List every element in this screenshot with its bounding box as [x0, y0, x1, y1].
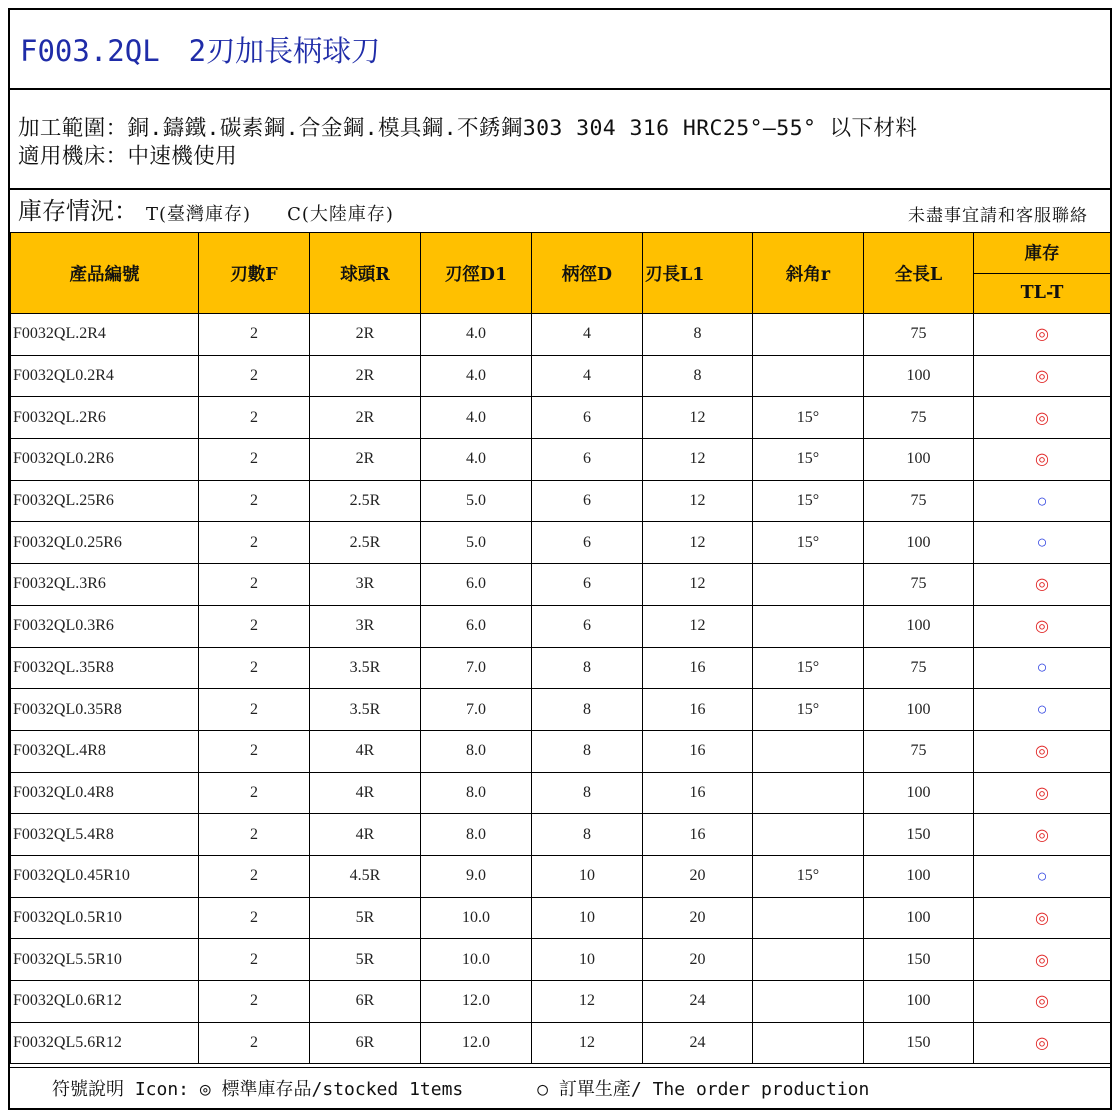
stock-cell: [974, 605, 1111, 647]
overall-length-cell: 100: [864, 772, 974, 814]
taper-angle-cell: [753, 772, 864, 814]
ball-radius-cell: 6R: [310, 981, 421, 1023]
stock-cell: [974, 397, 1111, 439]
title-bar: [10, 10, 1110, 90]
stocked-item-icon: ◎: [1035, 576, 1049, 594]
overall-length-cell: 150: [864, 1022, 974, 1064]
cutting-length-cell: 12: [643, 397, 753, 439]
overall-length-cell: 100: [864, 897, 974, 939]
flutes-cell: 2: [199, 939, 310, 981]
overall-length-cell: 150: [864, 814, 974, 856]
header-taper-angle: 斜角r: [753, 233, 864, 314]
stock-cell: [974, 480, 1111, 522]
overall-length-cell: 75: [864, 480, 974, 522]
shank-diameter-cell: 6: [532, 564, 643, 606]
ball-radius-cell: 3R: [310, 605, 421, 647]
order-production-icon: ○: [1036, 865, 1048, 886]
cutting-length-cell: 20: [643, 939, 753, 981]
ball-radius-cell: 4R: [310, 772, 421, 814]
shank-diameter-cell: 8: [532, 814, 643, 856]
product-sheet: [8, 8, 1112, 1110]
shank-diameter-cell: 8: [532, 647, 643, 689]
cutting-length-cell: 20: [643, 897, 753, 939]
stocked-item-icon: ◎: [1035, 951, 1049, 969]
cutting-diameter-cell: 4.0: [421, 355, 532, 397]
header-ball-radius: 球頭R: [310, 233, 421, 314]
table-row: [11, 1022, 1111, 1064]
cutting-length-cell: 24: [643, 1022, 753, 1064]
shank-diameter-cell: 4: [532, 355, 643, 397]
product-code-cell: F0032QL0.45R10: [11, 855, 199, 897]
overall-length-cell: 100: [864, 855, 974, 897]
cutting-length-cell: 16: [643, 730, 753, 772]
ball-radius-cell: 4R: [310, 814, 421, 856]
table-row: [11, 355, 1111, 397]
stocked-item-icon: ◎: [1035, 784, 1049, 802]
stock-cell: [974, 522, 1111, 564]
stocked-item-icon: ◎: [1035, 326, 1049, 344]
info-block: [10, 90, 1110, 190]
stock-cell: [974, 647, 1111, 689]
processing-range: 加工範圍：銅.鑄鐵.碳素鋼.合金鋼.模具鋼.不銹鋼303 304 316 HRC25°—55° 以下材料: [18, 116, 918, 141]
cutting-diameter-cell: 8.0: [421, 730, 532, 772]
shank-diameter-cell: 6: [532, 605, 643, 647]
order-production-icon: ○: [1036, 699, 1048, 720]
table-row: [11, 439, 1111, 481]
stocked-item-icon: ◎: [1035, 368, 1049, 386]
ball-radius-cell: 5R: [310, 939, 421, 981]
cutting-diameter-cell: 5.0: [421, 480, 532, 522]
overall-length-cell: 100: [864, 689, 974, 731]
shank-diameter-cell: 6: [532, 397, 643, 439]
shank-diameter-cell: 6: [532, 439, 643, 481]
stocked-item-icon: ◎: [1035, 826, 1049, 844]
ball-radius-cell: 3R: [310, 564, 421, 606]
header-cutting-diameter: 刃徑D1: [421, 233, 532, 314]
header-overall-length: 全長L: [864, 233, 974, 314]
shank-diameter-cell: 6: [532, 522, 643, 564]
flutes-cell: 2: [199, 439, 310, 481]
cutting-length-cell: 24: [643, 981, 753, 1023]
cutting-length-cell: 16: [643, 647, 753, 689]
legend-stocked-items: 符號說明 Icon: ◎ 標準庫存品/stocked 1tems: [52, 1079, 464, 1100]
shank-diameter-cell: 8: [532, 730, 643, 772]
taper-angle-cell: [753, 897, 864, 939]
ball-radius-cell: 2R: [310, 439, 421, 481]
taper-angle-cell: 15°: [753, 647, 864, 689]
product-code-cell: F0032QL0.3R6: [11, 605, 199, 647]
overall-length-cell: 100: [864, 981, 974, 1023]
flutes-cell: 2: [199, 480, 310, 522]
ball-radius-cell: 4.5R: [310, 855, 421, 897]
shank-diameter-cell: 12: [532, 1022, 643, 1064]
product-code-cell: F0032QL.4R8: [11, 730, 199, 772]
stocked-item-icon: ◎: [1035, 993, 1049, 1011]
ball-radius-cell: 2R: [310, 314, 421, 356]
ball-radius-cell: 2R: [310, 397, 421, 439]
stock-cell: [974, 355, 1111, 397]
taper-angle-cell: 15°: [753, 522, 864, 564]
header-cutting-length: 刃長L1: [643, 233, 753, 314]
table-row: [11, 522, 1111, 564]
flutes-cell: 2: [199, 981, 310, 1023]
header-shank-diameter: 柄徑D: [532, 233, 643, 314]
taper-angle-cell: [753, 314, 864, 356]
table-row: [11, 480, 1111, 522]
taper-angle-cell: 15°: [753, 689, 864, 731]
product-code-cell: F0032QL5.6R12: [11, 1022, 199, 1064]
table-row: [11, 814, 1111, 856]
stock-cell: [974, 855, 1111, 897]
cutting-length-cell: 16: [643, 814, 753, 856]
applicable-machine: 適用機床：中速機使用: [18, 144, 238, 169]
table-row: [11, 939, 1111, 981]
shank-diameter-cell: 6: [532, 480, 643, 522]
flutes-cell: 2: [199, 772, 310, 814]
product-code-cell: F0032QL0.4R8: [11, 772, 199, 814]
cutting-diameter-cell: 7.0: [421, 647, 532, 689]
legend-order-production: ○ 訂單生產/ The order production: [537, 1079, 870, 1100]
header-flutes: 刃數F: [199, 233, 310, 314]
taper-angle-cell: 15°: [753, 397, 864, 439]
product-code-cell: F0032QL.35R8: [11, 647, 199, 689]
flutes-cell: 2: [199, 605, 310, 647]
cutting-diameter-cell: 9.0: [421, 855, 532, 897]
overall-length-cell: 75: [864, 397, 974, 439]
ball-radius-cell: 6R: [310, 1022, 421, 1064]
stock-cell: [974, 1022, 1111, 1064]
shank-diameter-cell: 12: [532, 981, 643, 1023]
cutting-diameter-cell: 8.0: [421, 814, 532, 856]
stock-cell: [974, 897, 1111, 939]
product-code-cell: F0032QL.25R6: [11, 480, 199, 522]
order-production-icon: ○: [1036, 490, 1048, 511]
taper-angle-cell: 15°: [753, 439, 864, 481]
flutes-cell: 2: [199, 397, 310, 439]
stock-legend-taiwan: T(臺灣庫存): [146, 204, 252, 225]
shank-diameter-cell: 8: [532, 772, 643, 814]
page-title: F003.2QL 2刃加長柄球刀: [20, 33, 381, 68]
taper-angle-cell: [753, 564, 864, 606]
stock-cell: [974, 689, 1111, 731]
overall-length-cell: 100: [864, 605, 974, 647]
stock-cell: [974, 939, 1111, 981]
cutting-diameter-cell: 6.0: [421, 605, 532, 647]
shank-diameter-cell: 10: [532, 939, 643, 981]
taper-angle-cell: [753, 730, 864, 772]
cutting-length-cell: 8: [643, 355, 753, 397]
product-code-cell: F0032QL5.4R8: [11, 814, 199, 856]
cutting-length-cell: 12: [643, 439, 753, 481]
cutting-length-cell: 12: [643, 605, 753, 647]
order-production-icon: ○: [1036, 532, 1048, 553]
header-product-code: 產品編號: [11, 233, 199, 314]
cutting-length-cell: 16: [643, 689, 753, 731]
table-row: [11, 564, 1111, 606]
table-header-row: [11, 233, 1111, 274]
taper-angle-cell: [753, 981, 864, 1023]
product-code-cell: F0032QL0.2R4: [11, 355, 199, 397]
ball-radius-cell: 3.5R: [310, 647, 421, 689]
table-body: [11, 314, 1111, 1064]
product-code-cell: F0032QL0.35R8: [11, 689, 199, 731]
overall-length-cell: 100: [864, 522, 974, 564]
customer-service-note: 未盡事宜請和客服聯絡: [908, 206, 1088, 226]
cutting-diameter-cell: 12.0: [421, 981, 532, 1023]
cutting-diameter-cell: 7.0: [421, 689, 532, 731]
taper-angle-cell: 15°: [753, 480, 864, 522]
ball-radius-cell: 4R: [310, 730, 421, 772]
flutes-cell: 2: [199, 522, 310, 564]
table-row: [11, 689, 1111, 731]
stocked-item-icon: ◎: [1035, 409, 1049, 427]
cutting-length-cell: 16: [643, 772, 753, 814]
overall-length-cell: 150: [864, 939, 974, 981]
cutting-diameter-cell: 4.0: [421, 397, 532, 439]
taper-angle-cell: [753, 814, 864, 856]
table-row: [11, 647, 1111, 689]
cutting-diameter-cell: 10.0: [421, 939, 532, 981]
shank-diameter-cell: 4: [532, 314, 643, 356]
overall-length-cell: 100: [864, 439, 974, 481]
cutting-length-cell: 8: [643, 314, 753, 356]
stock-cell: [974, 439, 1111, 481]
stock-cell: [974, 814, 1111, 856]
overall-length-cell: 75: [864, 730, 974, 772]
shank-diameter-cell: 10: [532, 855, 643, 897]
flutes-cell: 2: [199, 647, 310, 689]
stocked-item-icon: ◎: [1035, 743, 1049, 761]
order-production-icon: ○: [1036, 657, 1048, 678]
stock-cell: [974, 772, 1111, 814]
flutes-cell: 2: [199, 314, 310, 356]
cutting-diameter-cell: 6.0: [421, 564, 532, 606]
product-code-cell: F0032QL0.25R6: [11, 522, 199, 564]
stocked-item-icon: ◎: [1035, 1035, 1049, 1053]
header-stock-sub: TL-T: [974, 273, 1111, 314]
stock-status-row: [10, 190, 1110, 232]
product-code-cell: F0032QL.3R6: [11, 564, 199, 606]
header-stock: 庫存: [974, 233, 1111, 274]
overall-length-cell: 75: [864, 647, 974, 689]
ball-radius-cell: 2R: [310, 355, 421, 397]
taper-angle-cell: [753, 605, 864, 647]
stock-cell: [974, 730, 1111, 772]
shank-diameter-cell: 10: [532, 897, 643, 939]
stock-cell: [974, 981, 1111, 1023]
taper-angle-cell: [753, 355, 864, 397]
cutting-diameter-cell: 5.0: [421, 522, 532, 564]
flutes-cell: 2: [199, 730, 310, 772]
product-code-cell: F0032QL.2R6: [11, 397, 199, 439]
product-code-cell: F0032QL.2R4: [11, 314, 199, 356]
product-table: [10, 232, 1111, 1064]
product-code-cell: F0032QL5.5R10: [11, 939, 199, 981]
flutes-cell: 2: [199, 689, 310, 731]
cutting-diameter-cell: 12.0: [421, 1022, 532, 1064]
cutting-length-cell: 12: [643, 522, 753, 564]
table-row: [11, 855, 1111, 897]
table-row: [11, 397, 1111, 439]
taper-angle-cell: [753, 1022, 864, 1064]
table-row: [11, 981, 1111, 1023]
product-code-cell: F0032QL0.6R12: [11, 981, 199, 1023]
cutting-length-cell: 20: [643, 855, 753, 897]
ball-radius-cell: 3.5R: [310, 689, 421, 731]
cutting-diameter-cell: 10.0: [421, 897, 532, 939]
ball-radius-cell: 5R: [310, 897, 421, 939]
product-code-cell: F0032QL0.2R6: [11, 439, 199, 481]
table-row: [11, 605, 1111, 647]
stock-cell: [974, 314, 1111, 356]
table-row: [11, 772, 1111, 814]
stocked-item-icon: ◎: [1035, 451, 1049, 469]
product-code-cell: F0032QL0.5R10: [11, 897, 199, 939]
flutes-cell: 2: [199, 1022, 310, 1064]
overall-length-cell: 75: [864, 564, 974, 606]
taper-angle-cell: 15°: [753, 855, 864, 897]
table-row: [11, 897, 1111, 939]
flutes-cell: 2: [199, 355, 310, 397]
table-row: [11, 314, 1111, 356]
taper-angle-cell: [753, 939, 864, 981]
table-row: [11, 730, 1111, 772]
icon-legend: [10, 1067, 1110, 1108]
stock-legend-mainland: C(大陸庫存): [287, 204, 394, 225]
flutes-cell: 2: [199, 897, 310, 939]
flutes-cell: 2: [199, 814, 310, 856]
stock-status-title: 庫存情況：: [18, 197, 138, 225]
cutting-length-cell: 12: [643, 480, 753, 522]
ball-radius-cell: 2.5R: [310, 522, 421, 564]
stocked-item-icon: ◎: [1035, 909, 1049, 927]
overall-length-cell: 100: [864, 355, 974, 397]
overall-length-cell: 75: [864, 314, 974, 356]
flutes-cell: 2: [199, 855, 310, 897]
stock-cell: [974, 564, 1111, 606]
cutting-diameter-cell: 4.0: [421, 439, 532, 481]
ball-radius-cell: 2.5R: [310, 480, 421, 522]
cutting-length-cell: 12: [643, 564, 753, 606]
stocked-item-icon: ◎: [1035, 618, 1049, 636]
shank-diameter-cell: 8: [532, 689, 643, 731]
cutting-diameter-cell: 4.0: [421, 314, 532, 356]
cutting-diameter-cell: 8.0: [421, 772, 532, 814]
flutes-cell: 2: [199, 564, 310, 606]
